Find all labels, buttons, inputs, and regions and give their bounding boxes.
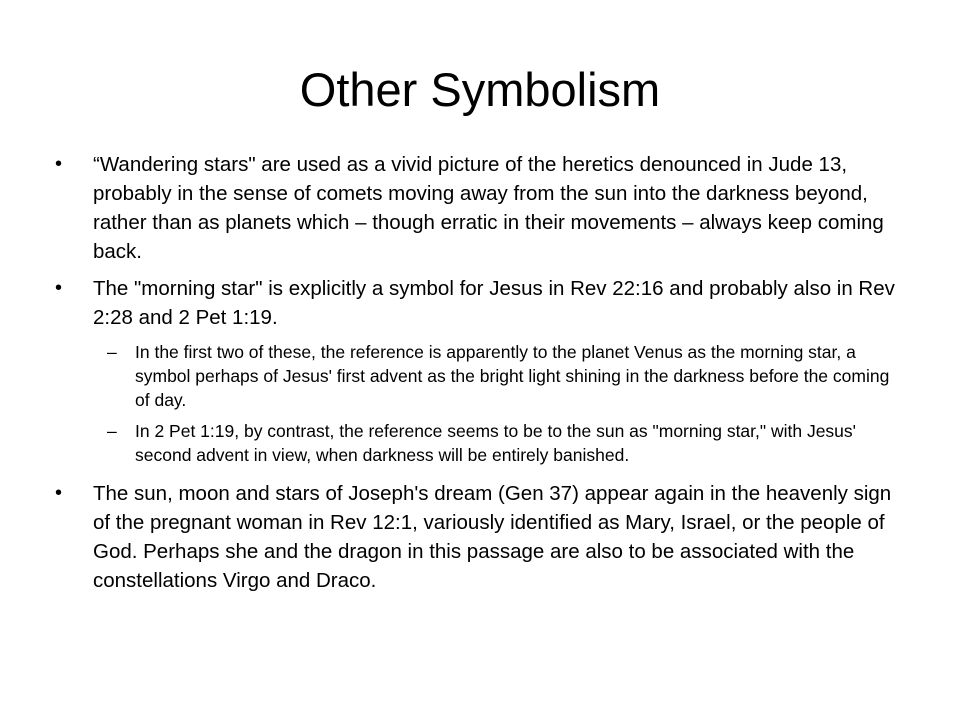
- bullet-marker: •: [55, 277, 63, 299]
- sub-bullet-item: [55, 419, 905, 467]
- bullet-text: The sun, moon and stars of Joseph's dream (Gen 37) appear again in the heavenly sign of the pregnant woman in Rev 12:1, variously identified as Mary, Israel, or the people of God. Perhaps she and the dragon in this passage are also to be associated with the constellations Virgo and Draco.: [93, 482, 892, 592]
- sub-bullet-text: In the first two of these, the reference is apparently to the planet Venus as the morning star, a symbol perhaps of Jesus' first advent as the bright light shining in the darkness before the coming of day.: [135, 342, 890, 410]
- sub-bullet-marker: –: [107, 421, 117, 441]
- sub-bullet-list: [55, 340, 905, 467]
- sub-bullet-marker: –: [107, 342, 117, 362]
- bullet-marker: •: [55, 482, 63, 504]
- slide-body: [55, 150, 905, 603]
- sub-bullet-item: [55, 340, 905, 412]
- slide-title: Other Symbolism: [299, 63, 661, 116]
- bullet-item: [55, 274, 905, 332]
- bullet-item: [55, 150, 905, 266]
- bullet-text: “Wandering stars" are used as a vivid picture of the heretics denounced in Jude 13, probably in the sense of comets moving away from the sun into the darkness beyond, rather than as planets which – though erratic in their movements – always keep coming back.: [93, 153, 884, 263]
- bullet-item: [55, 479, 905, 595]
- sub-bullet-text: In 2 Pet 1:19, by contrast, the reference seems to be to the sun as "morning star," with Jesus' second advent in view, when darkness will be entirely banished.: [135, 421, 857, 465]
- bullet-marker: •: [55, 153, 63, 175]
- bullet-text: The "morning star" is explicitly a symbol for Jesus in Rev 22:16 and probably also in Rev 2:28 and 2 Pet 1:19.: [93, 277, 895, 329]
